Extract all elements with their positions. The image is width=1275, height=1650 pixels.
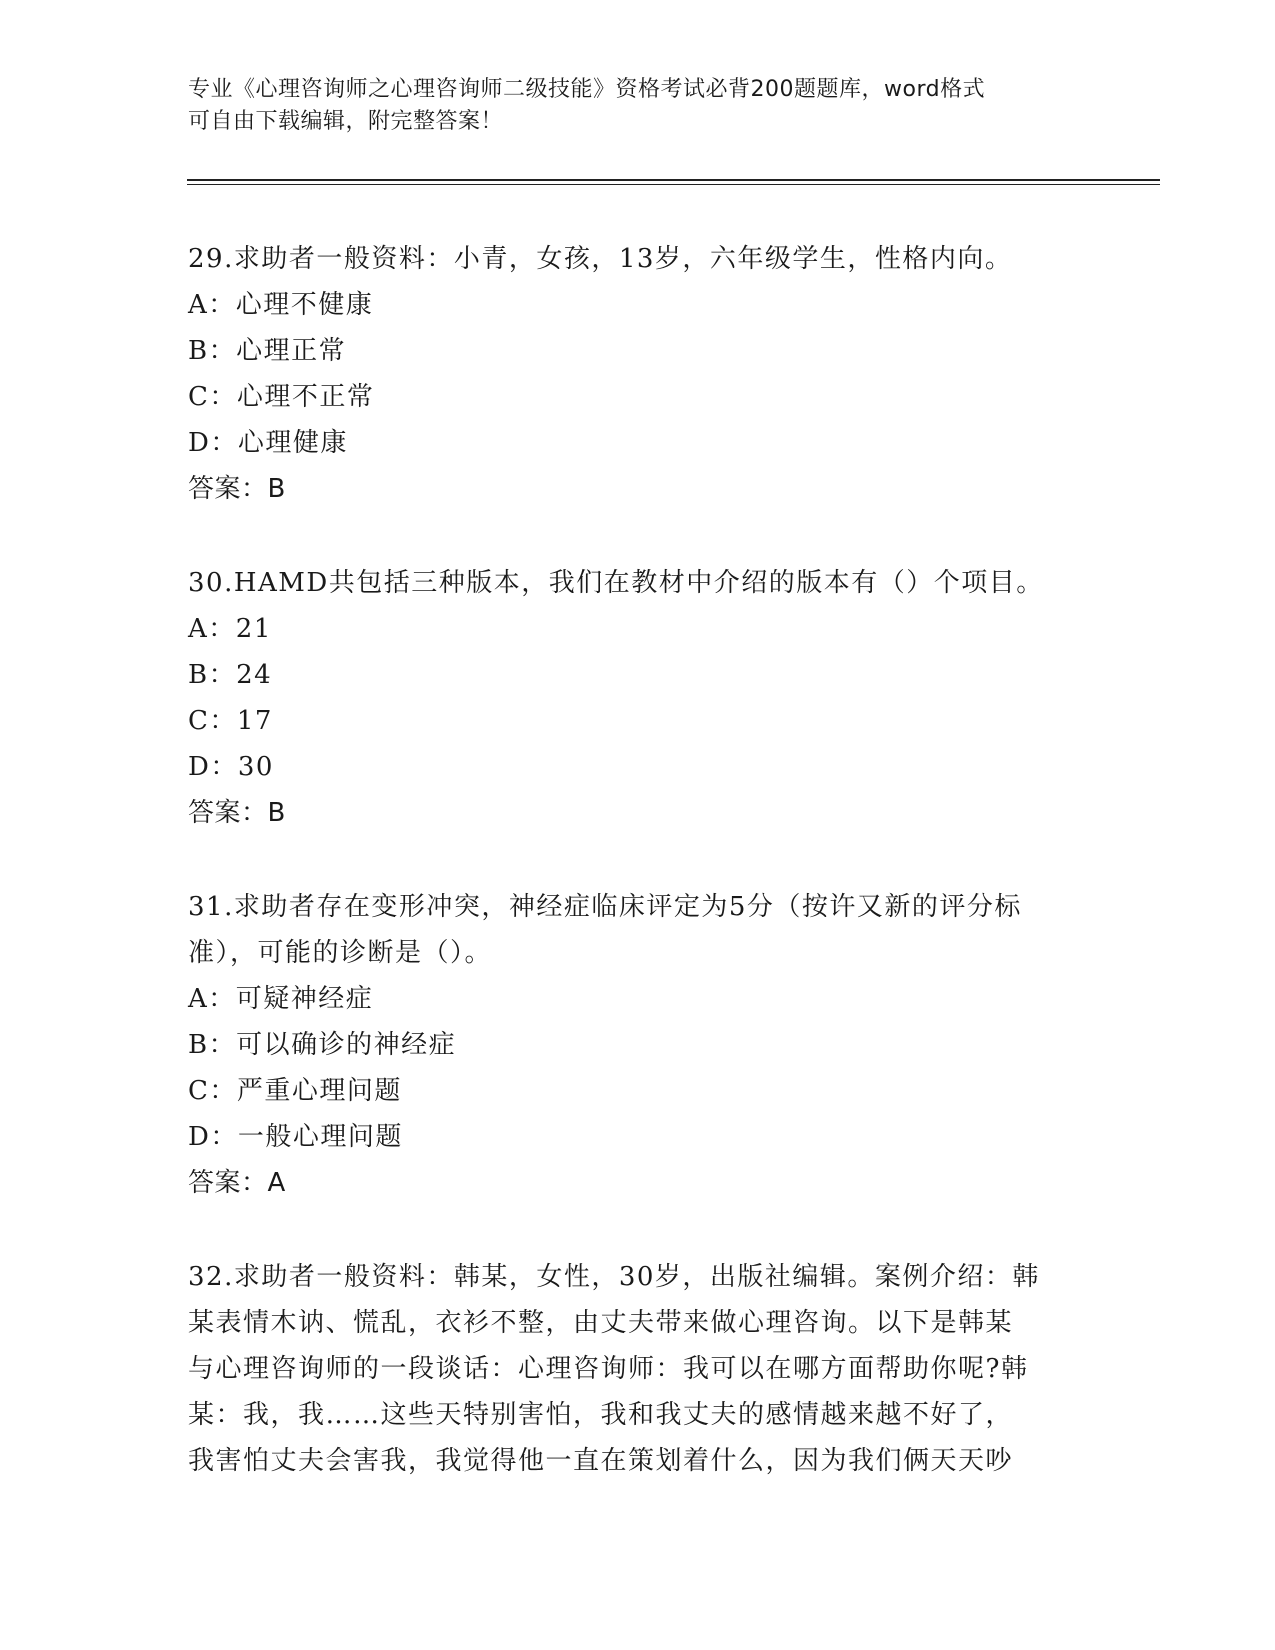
question-32: [188, 1254, 1088, 1484]
option-a: A：可疑神经症: [188, 984, 374, 1014]
question-stem-line-4: 某：我，我……这些天特别害怕，我和我丈夫的感情越来越不好了，: [188, 1400, 1014, 1430]
question-stem-line-1: 32.求助者一般资料：韩某，女性，30岁，出版社编辑。案例介绍：韩: [188, 1262, 1040, 1292]
answer-line: 答案：B: [188, 474, 286, 504]
header-line-2: 可自由下载编辑，附完整答案！: [188, 109, 504, 134]
option-d: D：30: [188, 752, 274, 782]
question-31: [188, 884, 1088, 1206]
header-divider-thin: [187, 184, 1160, 185]
option-a: A：21: [188, 614, 272, 644]
document-header: [188, 74, 1088, 138]
option-b: B：可以确诊的神经症: [188, 1030, 457, 1060]
header-line-1: 专业《心理咨询师之心理咨询师二级技能》资格考试必背200题题库，word格式: [188, 77, 986, 102]
question-stem-line-3: 与心理咨询师的一段谈话：心理咨询师：我可以在哪方面帮助你呢?韩: [188, 1354, 1029, 1384]
option-c: C：17: [188, 706, 273, 736]
question-stem: 30.HAMD共包括三种版本，我们在教材中介绍的版本有（）个项目。: [188, 568, 1044, 598]
header-divider-thick: [187, 179, 1160, 181]
question-stem-line-2: 准），可能的诊断是（）。: [188, 938, 493, 968]
question-stem: 29.求助者一般资料：小青，女孩，13岁，六年级学生，性格内向。: [188, 244, 1013, 274]
option-a: A：心理不健康: [188, 290, 374, 320]
answer-line: 答案：B: [188, 798, 286, 828]
question-list: [188, 236, 1088, 1532]
option-c: C：心理不正常: [188, 382, 375, 412]
option-b: B：24: [188, 660, 273, 690]
question-stem-line-1: 31.求助者存在变形冲突，神经症临床评定为5分（按许又新的评分标: [188, 892, 1022, 922]
option-d: D：心理健康: [188, 428, 348, 458]
question-stem-line-5: 我害怕丈夫会害我，我觉得他一直在策划着什么，因为我们俩天天吵: [188, 1446, 1014, 1476]
question-29: [188, 236, 1088, 512]
question-30: [188, 560, 1088, 836]
question-stem-line-2: 某表情木讷、慌乱，衣衫不整，由丈夫带来做心理咨询。以下是韩某: [188, 1308, 1014, 1338]
option-d: D：一般心理问题: [188, 1122, 403, 1152]
answer-line: 答案：A: [188, 1168, 286, 1198]
option-c: C：严重心理问题: [188, 1076, 402, 1106]
option-b: B：心理正常: [188, 336, 347, 366]
